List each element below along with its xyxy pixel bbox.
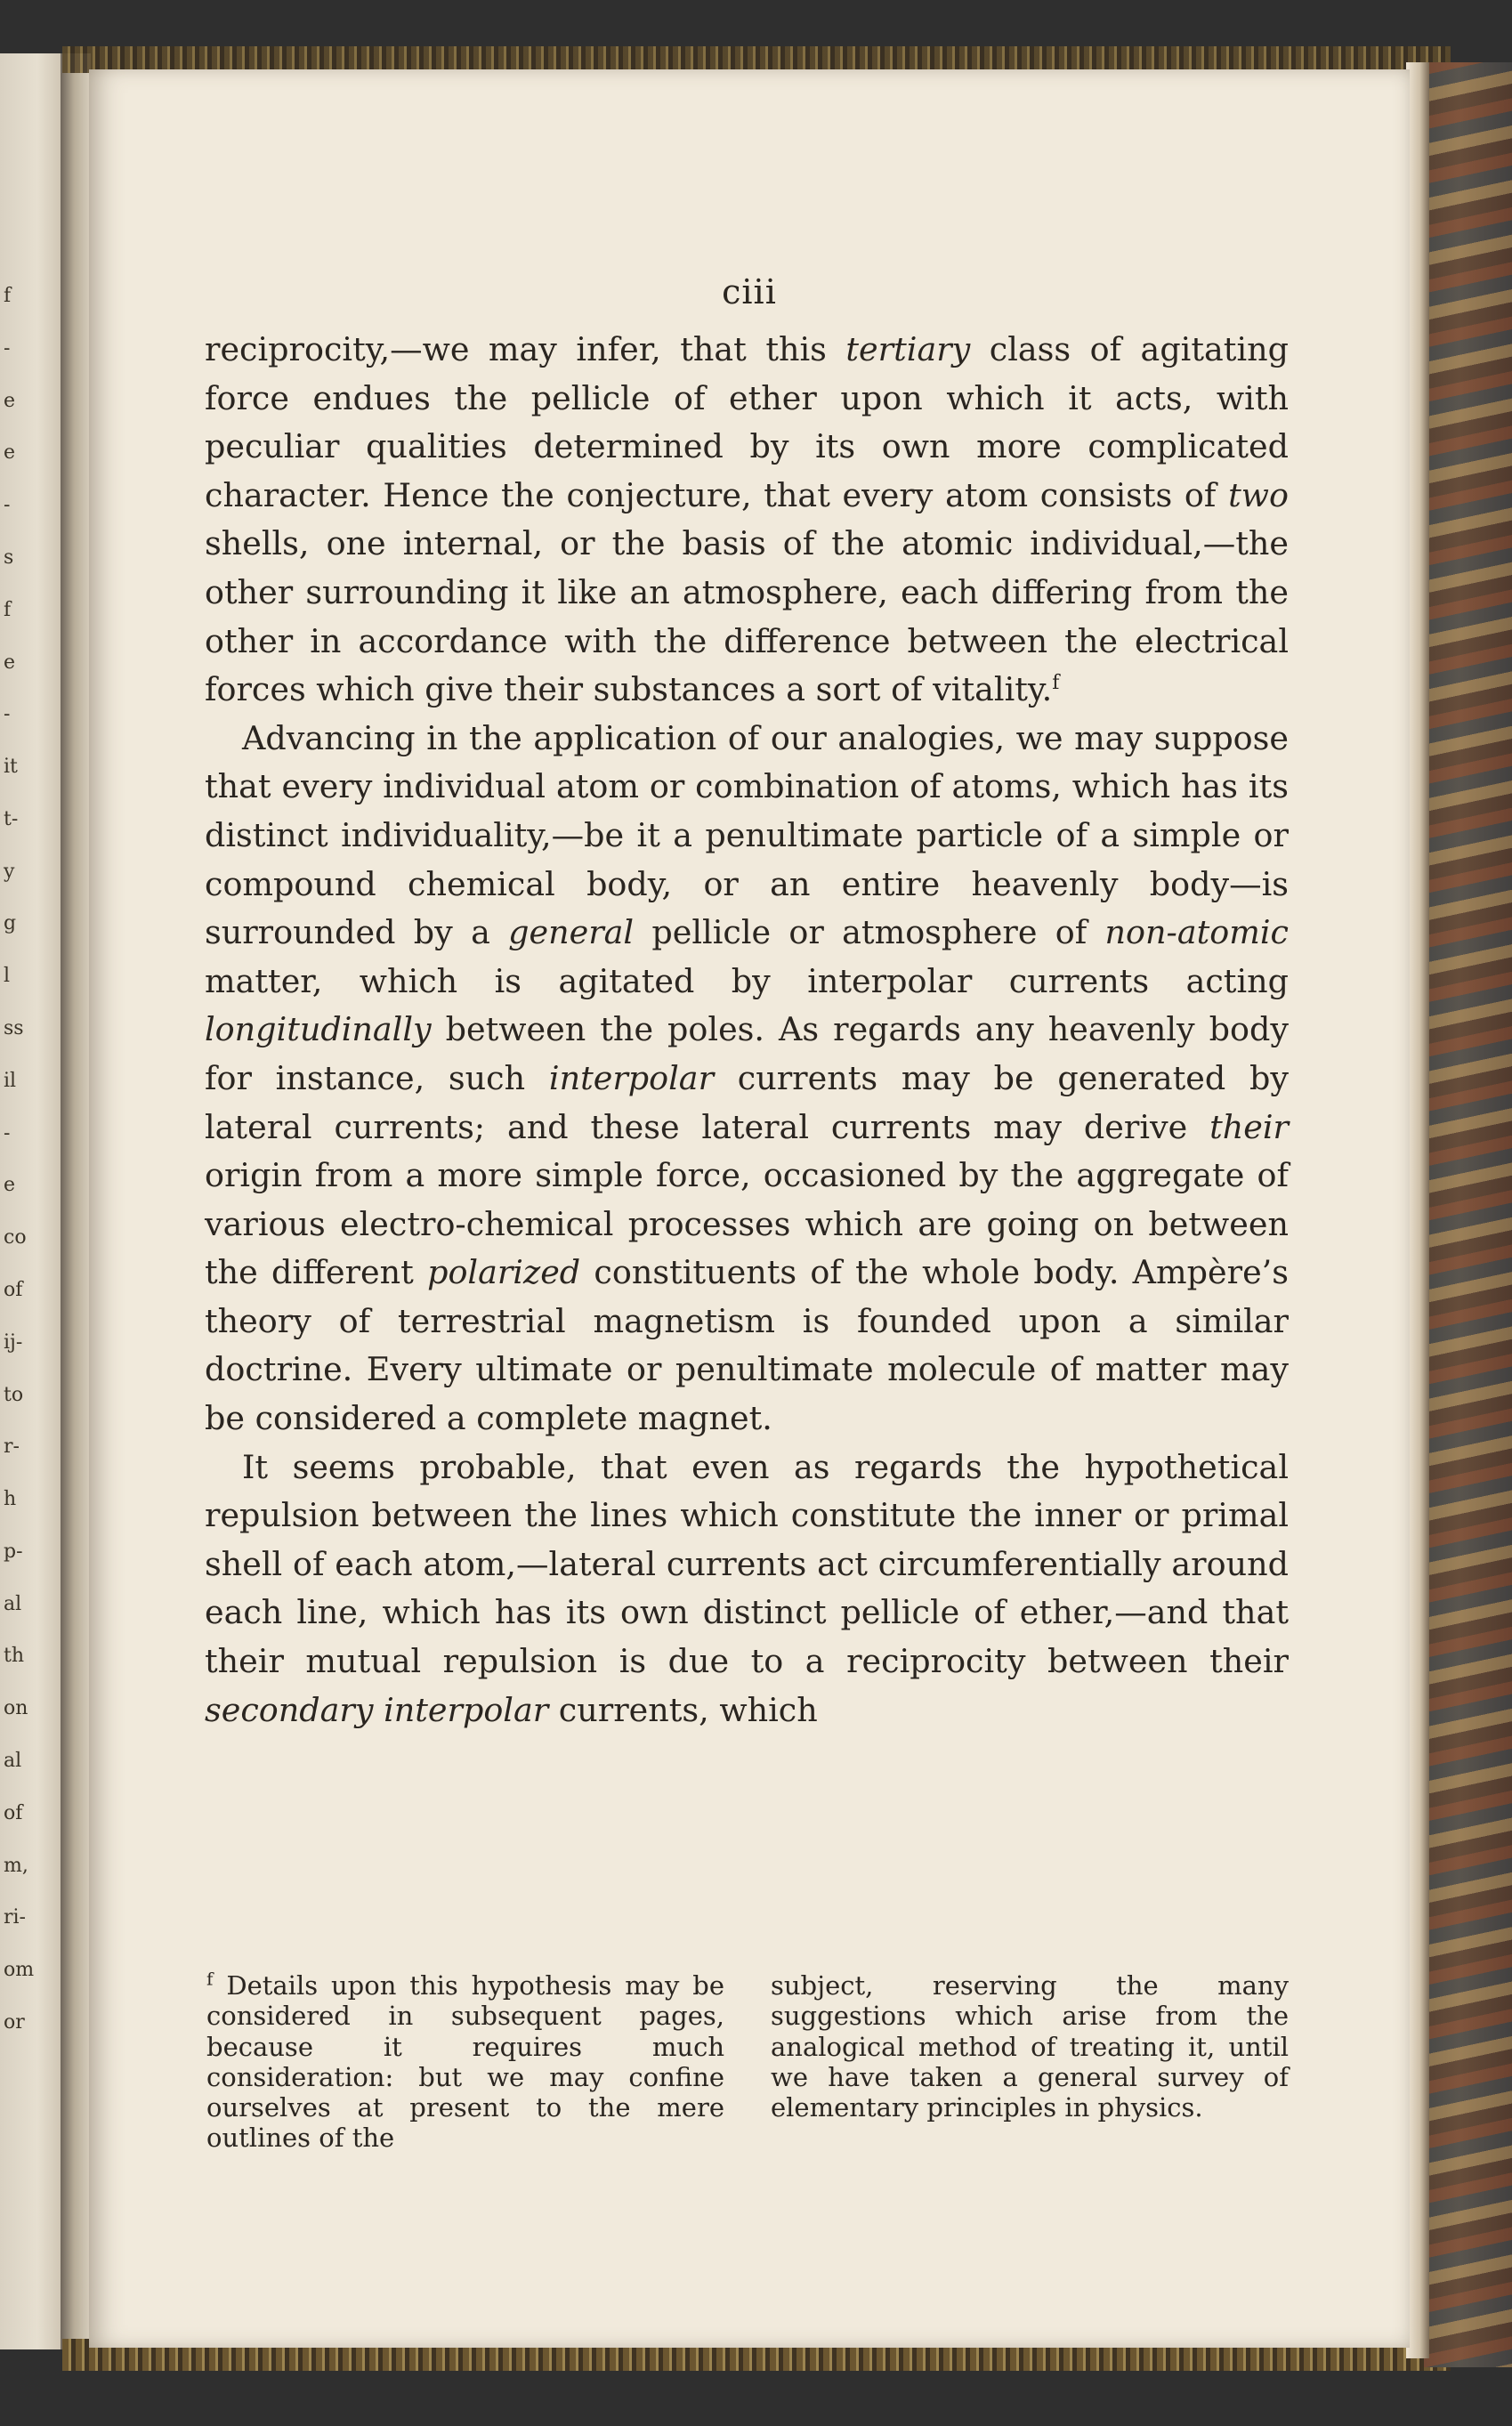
margin-fragment: om [4, 1959, 35, 1982]
margin-fragment: - [4, 703, 11, 726]
italic-text: non-atomic [1104, 913, 1289, 952]
text-run: class of agitating force endues the pellicle of ether upon which it acts, with peculiar qualities determined by its own more complicated character. Hence the conjecture, that every atom consists of [205, 330, 1289, 514]
margin-fragment: e [4, 441, 16, 465]
gutter-shadow [61, 53, 91, 2349]
italic-text: tertiary [845, 330, 971, 368]
italic-text: secondary [205, 1690, 374, 1729]
margin-fragment: t- [4, 807, 19, 830]
margin-fragment: co [4, 1226, 27, 1249]
text-run: reciprocity,—we may infer, that this [205, 330, 846, 368]
margin-fragment: al [4, 1750, 22, 1773]
text-run: matter, which is agitated by interpolar currents acting [205, 961, 1289, 1000]
margin-fragment: ij- [4, 1330, 23, 1354]
margin-fragment: e [4, 389, 16, 412]
footnote-reference: f [1052, 672, 1060, 694]
margin-fragment: p- [4, 1540, 23, 1563]
text-run: between the poles. As regards any heavenly body for instance, such [205, 1010, 1289, 1097]
text-run: currents may be generated by lateral currents; and these lateral currents may derive [205, 1058, 1290, 1146]
footnote-text-1: Details upon this hypothesis may be considered in subsequent pages, because it requires much consideration: but we may confine ourselves at present to the mere outlines of the [206, 1970, 724, 2154]
margin-fragment: il [4, 1069, 17, 1092]
margin-fragment: on [4, 1697, 28, 1720]
margin-fragment: f [4, 598, 12, 621]
body-text [205, 326, 1289, 1735]
footnote [206, 1970, 1289, 2154]
margin-fragment: h [4, 1488, 17, 1511]
text-run: constituents of the whole body. Ampère’s theory of terrestrial magnetism is founded upon a similar doctrine. Every ultimate or penultimate molecule of matter may be considered a complete magnet. [205, 1253, 1290, 1438]
margin-fragment: ss [4, 1017, 24, 1040]
page-number: ciii [722, 272, 777, 311]
footnote-column-1 [206, 1970, 724, 2154]
text-run: pellicle or atmosphere of [634, 913, 1105, 952]
marbled-fore-edge [1424, 62, 1512, 2367]
margin-fragment: of [4, 1278, 23, 1301]
margin-fragment: l [4, 965, 11, 988]
footnote-mark: f [206, 1968, 214, 1990]
text-run: Advancing in the application of our analogies, we may suppose that every individual atom or combination of atoms, which has its distinct individuality,—be it a penultimate particle of a simple or compound chemical body, or an entire heavenly body—is surrounded by a [205, 718, 1289, 952]
text-run: shells, one internal, or the basis of the atomic individual,—the other surrounding it like an atmosphere, each differing from the other in accordance with the difference between the electrical forces which give their substances a sort of vitality. [205, 524, 1289, 709]
margin-fragment: y [4, 860, 15, 883]
text-run [373, 1691, 384, 1729]
italic-text: interpolar [548, 1058, 715, 1097]
footnote-column-2: subject, reserving the many suggestions which arise from the analogical method of treating it, until we have taken a general survey of elementary principles in physics. [771, 1970, 1289, 2123]
book-page [89, 69, 1410, 2348]
italic-text: general [508, 913, 635, 952]
margin-fragment: or [4, 2011, 25, 2034]
margin-fragment: - [4, 336, 11, 360]
italic-text: two [1228, 475, 1289, 514]
text-run: It seems probable, that even as regards the hypothetical repulsion between the lines which constitute the inner or primal shell of each atom,—lateral currents act circumferentially around each line, which has its own distinct pellicle of ether,—and that their mutual repulsion is due to a reciprocity between their [205, 1447, 1289, 1681]
margin-fragment: it [4, 756, 18, 779]
margin-fragment: r- [4, 1435, 20, 1459]
text-run: origin from a more simple force, occasioned by the aggregate of various electro-chemical processes which are going on between the different [205, 1156, 1289, 1292]
italic-text: their [1209, 1107, 1289, 1146]
margin-fragment: th [4, 1645, 25, 1668]
paragraph [205, 1443, 1289, 1735]
margin-fragment: e [4, 651, 16, 674]
text-run: currents, which [548, 1690, 818, 1729]
margin-fragment: of [4, 1801, 23, 1824]
italic-text: polarized [427, 1253, 581, 1292]
italic-text: interpolar [384, 1690, 549, 1729]
italic-text: longitudinally [205, 1010, 432, 1049]
paragraph [205, 326, 1289, 715]
margin-fragment: al [4, 1592, 22, 1615]
margin-fragment: f [4, 285, 12, 307]
margin-fragment: g [4, 912, 17, 935]
margin-fragment: m, [4, 1854, 28, 1877]
margin-fragment: ri- [4, 1906, 26, 1929]
margin-fragment: to [4, 1383, 24, 1406]
margin-fragment: s [4, 546, 14, 569]
margin-fragment: e [4, 1174, 16, 1197]
margin-fragment: - [4, 1121, 11, 1144]
paragraph [205, 715, 1289, 1443]
margin-fragment: - [4, 494, 11, 517]
facing-page-edge [0, 53, 64, 2349]
